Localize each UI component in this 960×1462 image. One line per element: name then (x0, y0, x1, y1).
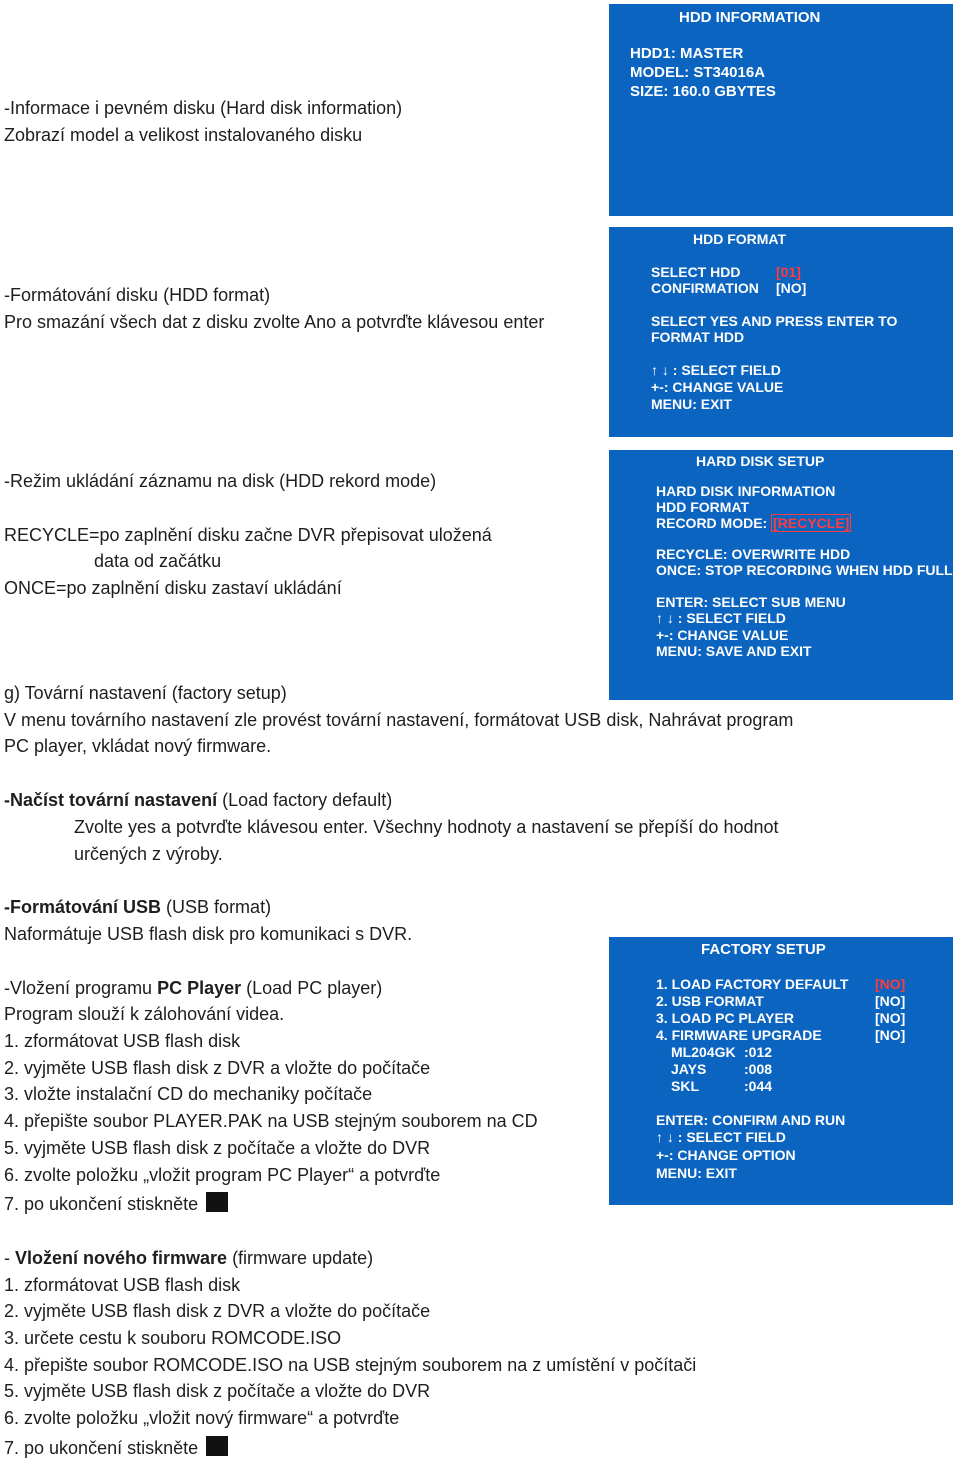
player-step: 1. zformátovat USB flash disk (4, 1031, 241, 1052)
player-step: 6. zvolte položku „vložit program PC Player“ a potvrďte (4, 1164, 441, 1185)
select-hdd-value: [01] (776, 264, 801, 280)
stop-square-icon (206, 1192, 228, 1212)
help-line: +-: CHANGE VALUE (651, 379, 784, 395)
help-line: ENTER: CONFIRM AND RUN (656, 1112, 846, 1128)
version-value: :008 (744, 1061, 773, 1077)
help-line: MENU: EXIT (656, 1165, 737, 1181)
player-step: 7. po ukončení stiskněte (4, 1194, 199, 1215)
load-default-en: (Load factory default) (222, 790, 393, 811)
factory-intro: V menu továrního nastavení zle provést tovární nastavení, formátovat USB disk, Nahrávat program (4, 709, 794, 730)
fw-step: 7. po ukončení stiskněte (4, 1437, 199, 1458)
select-hdd-label: SELECT HDD (651, 264, 741, 280)
factory-setup-screen (609, 937, 953, 1205)
menu-item: HDD FORMAT (656, 499, 750, 515)
menu-item: 3. LOAD PC PLAYER (656, 1010, 794, 1026)
factory-heading: g) Tovární nastavení (factory setup) (4, 683, 287, 703)
load-default-desc: Zvolte yes a potvrďte klávesou enter. Všechny hodnoty a nastavení se přepíší do hodnot (74, 816, 779, 837)
hdd-record-text (4, 468, 492, 602)
player-step: 4. přepište soubor PLAYER.PAK na USB stejným souborem na CD (4, 1111, 538, 1132)
fw-step: 5. vyjměte USB flash disk z počítače a vložte do DVR (4, 1381, 431, 1402)
hdd-format-title-en: (HDD format) (163, 285, 271, 305)
hdd-format-screen (609, 227, 953, 437)
menu-item: 1. LOAD FACTORY DEFAULT (656, 976, 849, 992)
player-step: 3. vložte instalační CD do mechaniky počítače (4, 1084, 373, 1105)
fw-en: (firmware update) (232, 1247, 374, 1268)
fw-step: 2. vyjměte USB flash disk z DVR a vložte do počítače (4, 1301, 431, 1322)
fw-step: 4. přepište soubor ROMCODE.ISO na USB stejným souborem na z umístění v počítači (4, 1354, 697, 1375)
hdd-format-desc: Pro smazání všech dat z disku zvolte Ano a potvrďte klávesou enter (4, 311, 545, 332)
load-default-title: -Načíst tovární nastavení (4, 790, 218, 811)
instruction-line: FORMAT HDD (651, 329, 745, 345)
fw-step: 3. určete cestu k souboru ROMCODE.ISO (4, 1328, 342, 1349)
player-en: (Load PC player) (246, 977, 383, 998)
player-step: 2. vyjměte USB flash disk z DVR a vložte do počítače (4, 1057, 431, 1078)
screen-line: MODEL: ST34016A (630, 64, 766, 81)
usb-format-title: -Formátování USB (4, 897, 162, 918)
screen-title: FACTORY SETUP (701, 941, 826, 958)
screen-title: HDD INFORMATION (679, 9, 821, 26)
once-line: ONCE: STOP RECORDING WHEN HDD FULL (656, 562, 953, 578)
recycle-desc: RECYCLE=po zaplnění disku začne DVR přepisovat uložená (4, 524, 492, 545)
screen-title: HDD FORMAT (693, 231, 787, 247)
help-line: MENU: EXIT (651, 396, 732, 412)
player-title: PC Player (157, 977, 242, 998)
load-default-desc: určených z výroby. (74, 843, 223, 864)
screen-line: SIZE: 160.0 GBYTES (630, 83, 776, 100)
usb-format-desc: Naformátuje USB flash disk pro komunikaci s DVR. (4, 923, 413, 944)
recycle-line: RECYCLE: OVERWRITE HDD (656, 546, 851, 562)
confirmation-label: CONFIRMATION (651, 280, 759, 296)
version-label: JAYS (671, 1061, 707, 1077)
version-label: ML204GK (671, 1044, 736, 1060)
help-line: +-: CHANGE VALUE (656, 627, 789, 643)
menu-value: [NO] (875, 976, 906, 992)
hdd-info-text (4, 95, 402, 148)
help-line: ↑ ↓ : SELECT FIELD (651, 362, 781, 378)
record-mode-value: [RECYCLE] (773, 515, 850, 531)
stop-square-icon (206, 1436, 228, 1456)
factory-intro: PC player, vkládat nový firmware. (4, 736, 272, 757)
player-step: 5. vyjměte USB flash disk z počítače a vložte do DVR (4, 1137, 431, 1158)
menu-value: [NO] (875, 1010, 906, 1026)
confirmation-value: [NO] (776, 280, 807, 296)
fw-title: Vložení nového firmware (15, 1247, 228, 1268)
help-line: +-: CHANGE OPTION (656, 1147, 796, 1163)
instruction-line: SELECT YES AND PRESS ENTER TO (651, 313, 898, 329)
menu-item: HARD DISK INFORMATION (656, 483, 836, 499)
hdd-format-text (4, 282, 544, 335)
version-label: SKL (671, 1078, 699, 1094)
help-line: ↑ ↓ : SELECT FIELD (656, 610, 786, 626)
player-step: Program slouží k zálohování videa. (4, 1004, 285, 1025)
menu-item: 2. USB FORMAT (656, 993, 764, 1009)
usb-format-en: (USB format) (166, 897, 272, 918)
hdd-info-title: -Informace i pevném disku (4, 98, 216, 118)
hdd-info-title-en: (Hard disk information) (220, 98, 403, 118)
screen-line: HDD1: MASTER (630, 45, 744, 62)
menu-item: 4. FIRMWARE UPGRADE (656, 1027, 822, 1043)
fw-step: 6. zvolte položku „vložit nový firmware“ a potvrďte (4, 1408, 400, 1429)
help-line: ↑ ↓ : SELECT FIELD (656, 1129, 786, 1145)
fw-step: 1. zformátovat USB flash disk (4, 1274, 241, 1295)
hdd-information-screen (609, 4, 953, 216)
hdd-info-desc: Zobrazí model a velikost instalovaného disku (4, 124, 363, 145)
fw-prefix: - (4, 1247, 15, 1268)
version-value: :044 (744, 1078, 773, 1094)
record-mode-label: RECORD MODE: (656, 515, 768, 531)
recycle-desc-cont: data od začátku (94, 551, 222, 572)
once-desc: ONCE=po zaplnění disku zastaví ukládání (4, 578, 342, 599)
hard-disk-setup-screen (609, 450, 953, 700)
player-prefix: -Vložení programu (4, 977, 158, 998)
screen-title: HARD DISK SETUP (696, 453, 825, 469)
menu-value: [NO] (875, 993, 906, 1009)
menu-value: [NO] (875, 1027, 906, 1043)
hdd-format-title: -Formátování disku (4, 285, 159, 305)
help-line: ENTER: SELECT SUB MENU (656, 594, 846, 610)
version-value: :012 (744, 1044, 773, 1060)
help-line: MENU: SAVE AND EXIT (656, 643, 812, 659)
hdd-record-title-en: (HDD rekord mode) (279, 471, 437, 491)
hdd-record-title: -Režim ukládání záznamu na disk (4, 471, 275, 491)
